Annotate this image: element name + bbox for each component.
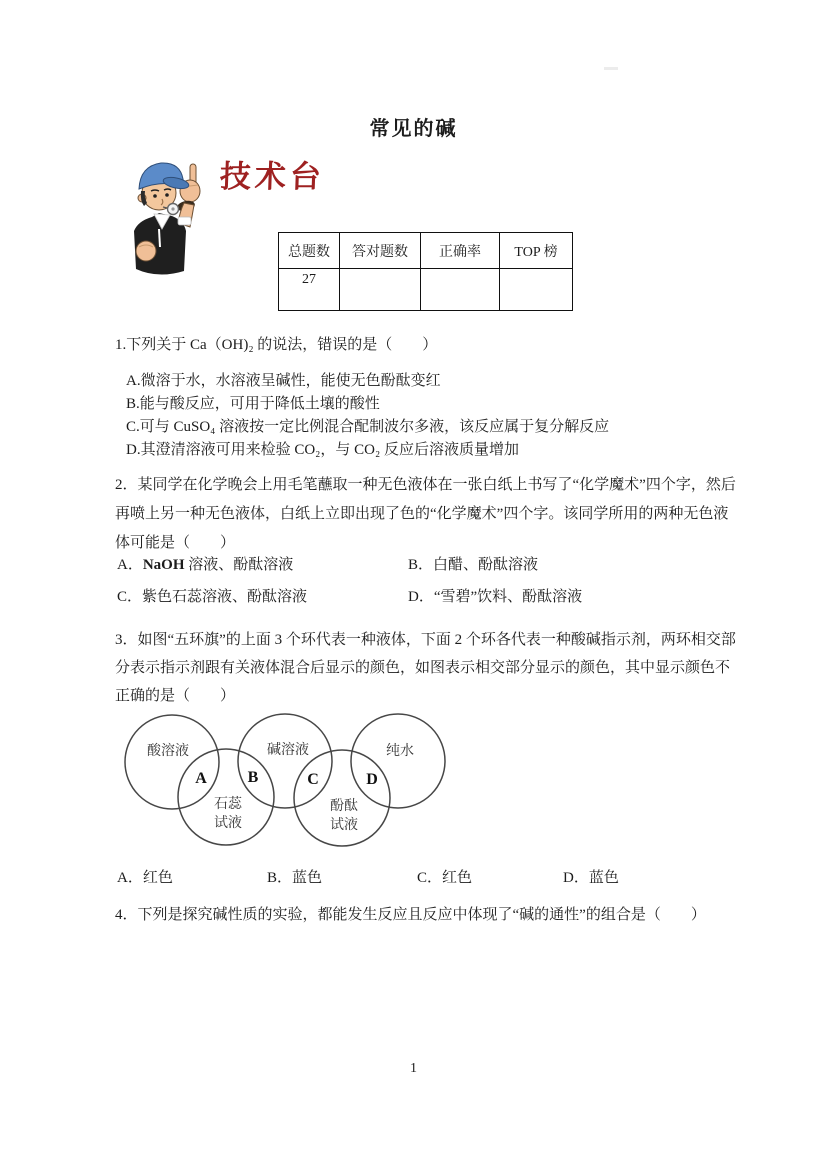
q3-option-c: C．红色 [417,870,473,886]
q2-option-a-label: A． [117,557,143,573]
q2-option-c-label: C． [117,589,143,605]
q2-option-a-text: 溶液、酚酞溶液 [184,557,294,573]
page-title: 常见的碱 [369,118,458,140]
q2-option-c-text: 紫色石蕊溶液、酚酞溶液 [142,589,308,605]
q2-option-a-formula: NaOH [142,557,185,573]
intersection-C: C [307,771,319,788]
label-phenolphthalein-line2: 试液 [330,818,358,833]
header-accuracy: 正确率 [421,233,500,269]
q2-option-d-text: “雪碧”饮料、酚酞溶液 [433,589,583,605]
q2-option-a [117,553,293,574]
score-table-header-row [279,233,573,269]
question-1-options [126,370,766,462]
label-litmus-line1: 石蕊 [214,797,242,812]
scan-artifact-mark [604,67,618,70]
q3-option-d: D．蓝色 [563,870,619,886]
label-litmus-line2: 试液 [214,816,242,831]
q2-option-c [117,585,307,606]
circle-alkali-solution [238,714,332,808]
five-rings-venn-diagram [110,700,472,865]
score-table-value-row [279,269,573,311]
label-alkali-solution: 碱溶液 [267,743,309,758]
q2-option-d [408,585,582,606]
label-acid-solution: 酸溶液 [147,744,189,759]
question-1-stem: 1.下列关于 Ca（OH)₂ 的说法，错误的是（ ） [115,337,438,353]
header-correct-questions: 答对题数 [340,233,421,269]
label-pure-water: 纯水 [386,744,414,759]
q2-option-b [408,553,538,574]
circle-pure-water [351,714,445,808]
question-4-stem: 4．下列是探究碱性质的实验，都能发生反应且反应中体现了“碱的通性”的组合是（ ） [115,907,706,923]
question-2-stem: 2．某同学在化学晚会上用毛笔蘸取一种无色液体在一张白纸上书写了“化学魔术”四个字，然后再喷上另一种无色液体，白纸上立即出现了色的“化学魔术”四个字。该同学所用的两种无色液体可能是（ ） [115,477,736,551]
header-total-questions: 总题数 [279,233,340,269]
q3-option-a: A．红色 [117,870,173,886]
q2-option-b-label: B． [408,557,434,573]
question-3-stem: 3．如图“五环旗”的上面 3 个环代表一种液体，下面 2 个环各代表一种酸碱指示剂，两环相交部分表示指示剂跟有关液体混合后显示的颜色，如图表示相交部分显示的颜色，其中显示颜色不正确的是（ ） [115,632,736,704]
intersection-D: D [366,771,378,788]
value-correct-questions [340,269,421,311]
mascot-coach-whistle-icon [126,151,218,299]
q1-option-d: D.其澄清溶液可用来检验 CO₂，与 CO₂ 反应后溶液质量增加 [126,442,519,458]
label-phenolphthalein-line1: 酚酞 [330,799,358,814]
stamp-text: 技术台 [219,159,326,194]
q2-option-b-text: 白醋、酚酞溶液 [433,557,539,573]
circle-acid-solution [125,715,219,809]
q3-option-b: B．蓝色 [267,870,323,886]
q1-option-c: C.可与 CuSO₄ 溶液按一定比例混合配制波尔多液，该反应属于复分解反应 [126,419,610,435]
q1-option-b: B.能与酸反应，可用于降低土壤的酸性 [126,396,380,412]
score-table [278,232,573,311]
value-total-questions: 27 [279,269,340,311]
intersection-B: B [247,769,259,786]
header-top-rank: TOP 榜 [500,233,573,269]
intersection-A: A [195,770,207,787]
value-accuracy [421,269,500,311]
value-top-rank [500,269,573,311]
q1-option-a: A.微溶于水，水溶液呈碱性，能使无色酚酞变红 [126,373,441,389]
page-number: 1 [410,1061,417,1076]
q2-option-d-label: D． [408,589,434,605]
